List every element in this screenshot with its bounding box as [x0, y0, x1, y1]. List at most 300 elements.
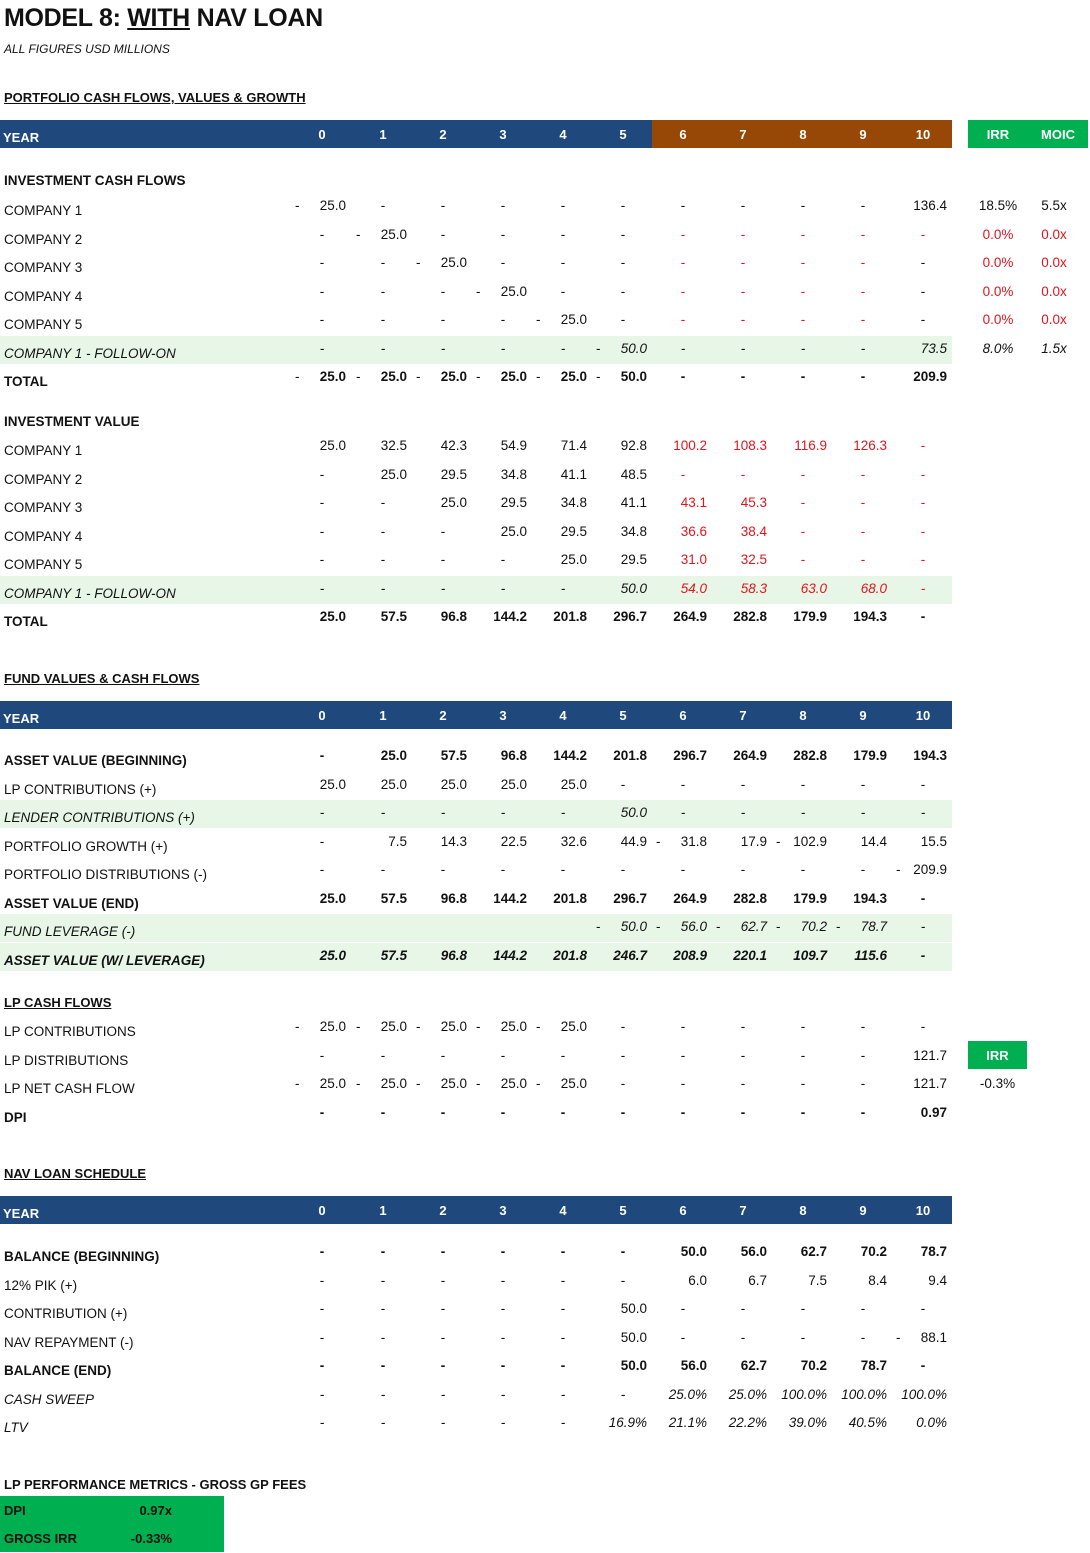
table-cell: -: [620, 1104, 626, 1120]
table-cell: 25.0: [380, 1019, 407, 1034]
table-cell: -: [319, 833, 325, 849]
table-cell: 246.7: [613, 947, 647, 963]
row-label: BALANCE (END): [4, 1363, 112, 1378]
irr-cell: 8.0%: [982, 340, 1014, 356]
table-cell: -: [740, 226, 746, 242]
negative-sign: -: [476, 1019, 481, 1034]
table-row: [0, 800, 952, 828]
table-cell: 54.0: [680, 580, 707, 596]
table-cell: 62.7: [740, 1358, 767, 1373]
row-label: DPI: [4, 1109, 27, 1125]
table-cell: -: [620, 283, 626, 299]
table-cell: -: [860, 805, 866, 820]
table-cell: 92.8: [620, 438, 647, 453]
table-cell: 29.5: [620, 552, 647, 567]
table-cell: 25.0: [560, 312, 587, 327]
table-cell: 25.0: [440, 1076, 467, 1091]
table-cell: 29.5: [560, 523, 587, 539]
table-cell: 194.3: [913, 748, 947, 763]
table-cell: -: [500, 862, 506, 877]
icf-title: INVESTMENT CASH FLOWS: [4, 173, 186, 188]
table-cell: -: [440, 523, 446, 539]
negative-sign: -: [356, 1019, 361, 1034]
table-cell: 201.8: [553, 609, 587, 624]
table-cell: -: [560, 226, 566, 242]
lp-cash-flows-title: LP CASH FLOWS: [4, 995, 112, 1010]
table-cell: -: [860, 1301, 866, 1316]
table-row: [0, 1353, 1090, 1381]
table-row: [0, 250, 1090, 278]
table-cell: -: [800, 776, 806, 792]
table-cell: 25.0: [500, 369, 527, 384]
row-label: COMPANY 1: [4, 203, 83, 218]
negative-sign: -: [896, 1329, 901, 1345]
table-cell: 43.1: [680, 495, 707, 510]
negative-sign: -: [295, 1019, 300, 1034]
nav-year-header-numbers: [0, 1196, 952, 1224]
table-cell: -: [800, 1076, 806, 1091]
table-row: [0, 914, 952, 942]
table-cell: 36.6: [680, 523, 707, 539]
table-cell: -: [380, 1329, 386, 1345]
table-cell: 25.0: [319, 609, 346, 624]
year-label: YEAR: [3, 711, 40, 726]
table-cell: 264.9: [733, 748, 767, 763]
negative-sign: -: [295, 369, 300, 384]
table-cell: -: [440, 340, 446, 356]
table-cell: -: [500, 1386, 506, 1402]
year-10-header: 10: [915, 1203, 931, 1218]
table-cell: -: [920, 890, 926, 906]
table-cell: -: [920, 919, 926, 934]
row-label: COMPANY 1: [4, 443, 83, 458]
table-cell: 8.4: [868, 1272, 887, 1288]
table-cell: 50.0: [620, 1329, 647, 1345]
table-cell: -: [800, 1104, 806, 1120]
table-cell: -: [319, 283, 325, 299]
table-cell: -: [860, 1329, 866, 1345]
table-cell: -: [380, 552, 386, 567]
table-row: [0, 943, 952, 971]
table-cell: -: [740, 776, 746, 792]
table-cell: 39.0%: [788, 1415, 827, 1430]
table-cell: 25.0: [440, 1019, 467, 1034]
table-cell: -: [680, 1076, 686, 1091]
table-cell: -: [620, 255, 626, 270]
table-cell: -: [319, 1386, 325, 1402]
table-cell: -: [440, 580, 446, 596]
section-lp-metrics-title: LP PERFORMANCE METRICS - GROSS GP FEES: [4, 1477, 307, 1492]
row-label: ASSET VALUE (END): [4, 895, 139, 911]
negative-sign: -: [836, 919, 841, 934]
table-cell: 56.0: [680, 1358, 707, 1373]
table-cell: 282.8: [733, 609, 767, 624]
row-label: COMPANY 1 - FOLLOW-ON: [4, 585, 176, 601]
negative-sign: -: [536, 369, 541, 384]
table-cell: 6.0: [688, 1272, 707, 1288]
table-cell: -: [319, 255, 325, 270]
table-cell: 70.2: [800, 1358, 827, 1373]
table-cell: 144.2: [493, 609, 527, 624]
table-cell: 29.5: [440, 466, 467, 482]
table-cell: 25.0: [440, 369, 467, 384]
table-cell: -: [620, 1076, 626, 1091]
table-cell: 144.2: [493, 947, 527, 963]
lp-irr-value: -0.3%: [979, 1076, 1016, 1091]
table-cell: 50.0: [620, 340, 647, 356]
table-cell: -: [560, 1047, 566, 1063]
table-cell: -: [500, 552, 506, 567]
table-cell: -: [380, 1104, 386, 1120]
table-cell: -: [800, 495, 806, 510]
table-cell: -: [500, 1244, 506, 1259]
negative-sign: -: [416, 255, 421, 270]
page-subtitle: ALL FIGURES USD MILLIONS: [4, 42, 170, 56]
table-cell: -: [319, 523, 325, 539]
table-cell: -: [800, 1301, 806, 1316]
table-cell: 88.1: [920, 1329, 947, 1345]
title-prefix: MODEL 8:: [4, 4, 121, 32]
table-cell: 96.8: [500, 748, 527, 763]
table-cell: -: [740, 805, 746, 820]
table-cell: -: [440, 552, 446, 567]
year-4-header: 4: [559, 708, 567, 723]
year-8-header: 8: [799, 708, 807, 723]
table-cell: -: [800, 369, 806, 384]
table-row: [0, 193, 1090, 221]
row-label: TOTAL: [4, 614, 48, 629]
table-cell: -: [680, 255, 686, 270]
year-9-header: 9: [859, 1203, 867, 1218]
table-cell: -: [560, 580, 566, 596]
table-cell: -: [560, 1358, 566, 1373]
year-8-header: 8: [799, 127, 807, 142]
table-cell: -: [620, 1386, 626, 1402]
row-label: NAV REPAYMENT (-): [4, 1334, 134, 1350]
lp-irr-badge: [968, 1041, 1027, 1069]
table-cell: -: [319, 1272, 325, 1288]
table-cell: 209.9: [913, 369, 947, 384]
table-cell: -: [800, 1019, 806, 1034]
table-cell: -: [440, 1244, 446, 1259]
table-cell: -: [560, 805, 566, 820]
metric-label: GROSS IRR: [4, 1531, 77, 1546]
table-cell: -: [440, 226, 446, 242]
table-cell: -: [380, 805, 386, 820]
table-cell: -: [560, 862, 566, 877]
table-row: [0, 307, 1090, 335]
table-cell: 100.0%: [781, 1386, 827, 1402]
table-cell: -: [380, 1047, 386, 1063]
table-cell: 50.0: [680, 1244, 707, 1259]
table-cell: 108.3: [733, 438, 767, 453]
table-cell: 201.8: [553, 890, 587, 906]
year-6-header: 6: [679, 1203, 687, 1218]
table-cell: 6.7: [748, 1272, 767, 1288]
table-cell: -: [800, 805, 806, 820]
negative-sign: -: [896, 862, 901, 877]
table-cell: -: [920, 1301, 926, 1316]
table-cell: -: [319, 1329, 325, 1345]
table-row: [0, 1071, 1090, 1099]
table-cell: 25.0: [560, 776, 587, 792]
row-label: COMPANY 3: [4, 500, 83, 515]
title-rest: NAV LOAN: [196, 4, 323, 32]
table-cell: -: [680, 1019, 686, 1034]
table-cell: -: [860, 1019, 866, 1034]
table-cell: 25.0: [380, 776, 407, 792]
row-label: COMPANY 5: [4, 557, 83, 572]
table-cell: 201.8: [613, 748, 647, 763]
table-cell: 22.5: [500, 833, 527, 849]
table-row: [0, 829, 1090, 857]
table-cell: -: [560, 1301, 566, 1316]
table-cell: 50.0: [620, 1358, 647, 1373]
table-cell: 45.3: [740, 495, 767, 510]
table-cell: -: [740, 1301, 746, 1316]
table-cell: -: [920, 580, 926, 596]
section-fund-title: FUND VALUES & CASH FLOWS: [4, 671, 200, 686]
table-cell: 62.7: [800, 1244, 827, 1259]
table-cell: -: [620, 1019, 626, 1034]
section-nav-title: NAV LOAN SCHEDULE: [4, 1166, 147, 1181]
negative-sign: -: [356, 369, 361, 384]
table-cell: -: [920, 523, 926, 539]
negative-sign: -: [656, 833, 661, 849]
table-cell: -: [740, 1076, 746, 1091]
title-with: WITH: [127, 4, 190, 32]
table-cell: -: [620, 198, 626, 213]
table-cell: -: [920, 776, 926, 792]
table-cell: -: [740, 862, 746, 877]
table-cell: 38.4: [740, 523, 767, 539]
irr-cell: 18.5%: [978, 198, 1018, 213]
table-cell: -: [500, 226, 506, 242]
table-cell: 0.0%: [916, 1415, 947, 1430]
table-cell: 25.0: [500, 1019, 527, 1034]
table-cell: -: [860, 198, 866, 213]
table-cell: -: [740, 1104, 746, 1120]
table-cell: -: [800, 466, 806, 482]
table-cell: -: [560, 1244, 566, 1259]
row-label: LP CONTRIBUTIONS: [4, 1024, 136, 1039]
table-cell: -: [500, 1272, 506, 1288]
table-cell: -: [380, 1272, 386, 1288]
table-cell: -: [920, 1358, 926, 1373]
row-label: COMPANY 1 - FOLLOW-ON: [4, 345, 176, 361]
table-cell: 115.6: [854, 947, 887, 963]
table-cell: -: [740, 283, 746, 299]
table-row: [0, 490, 1090, 518]
table-cell: -: [680, 805, 686, 820]
negative-sign: -: [295, 198, 300, 213]
row-label: COMPANY 3: [4, 260, 83, 275]
table-cell: -: [740, 466, 746, 482]
table-cell: 144.2: [493, 890, 527, 906]
table-cell: -: [319, 748, 325, 763]
table-cell: -: [319, 580, 325, 596]
table-cell: -: [380, 523, 386, 539]
table-cell: -: [860, 255, 866, 270]
negative-sign: -: [596, 369, 601, 384]
table-cell: 32.6: [560, 833, 587, 849]
negative-sign: -: [656, 919, 661, 934]
table-cell: -: [380, 1358, 386, 1373]
year-5-header: 5: [619, 1203, 627, 1218]
table-cell: 179.9: [793, 609, 827, 624]
table-row: [0, 279, 1090, 307]
table-cell: -: [500, 1047, 506, 1063]
table-cell: 25.0: [380, 226, 407, 242]
table-cell: -: [800, 283, 806, 299]
table-cell: 25.0: [319, 890, 346, 906]
table-cell: -: [380, 283, 386, 299]
table-cell: -: [319, 466, 325, 482]
year-4-header: 4: [559, 127, 567, 142]
table-cell: 25.0: [380, 369, 407, 384]
table-cell: -: [560, 255, 566, 270]
row-label: COMPANY 4: [4, 528, 83, 544]
table-cell: 44.9: [620, 833, 647, 849]
table-cell: -: [500, 1358, 506, 1373]
table-cell: -: [560, 1272, 566, 1288]
table-cell: -: [319, 1047, 325, 1063]
table-row: [0, 576, 952, 604]
table-cell: -: [440, 1272, 446, 1288]
year-10-header: 10: [915, 127, 931, 142]
table-cell: -: [860, 862, 866, 877]
table-cell: 102.9: [793, 833, 827, 849]
table-cell: 78.7: [860, 919, 887, 934]
metric-value: 0.97x: [139, 1503, 172, 1518]
negative-sign: -: [776, 833, 781, 849]
year-2-header: 2: [439, 1203, 447, 1218]
table-cell: 78.7: [860, 1358, 887, 1373]
table-cell: -: [800, 226, 806, 242]
table-cell: 282.8: [733, 890, 767, 906]
table-cell: -: [319, 862, 325, 877]
table-cell: -: [380, 1386, 386, 1402]
metric-label: DPI: [4, 1503, 26, 1518]
table-cell: 34.8: [500, 466, 527, 482]
table-cell: 16.9%: [608, 1415, 647, 1430]
table-cell: -: [380, 340, 386, 356]
table-cell: -: [380, 580, 386, 596]
table-row: [0, 1325, 1090, 1353]
year-9-header: 9: [859, 127, 867, 142]
table-cell: 17.9: [740, 833, 767, 849]
table-cell: 179.9: [793, 890, 827, 906]
table-row: [0, 1382, 1090, 1410]
year-7-header: 7: [739, 1203, 747, 1218]
year-4-header: 4: [559, 1203, 567, 1218]
moic-cell: 0.0x: [1041, 255, 1067, 270]
year-8-header: 8: [799, 1203, 807, 1218]
table-cell: 25.0: [440, 255, 467, 270]
table-cell: -: [800, 552, 806, 567]
table-cell: -: [740, 198, 746, 213]
table-cell: -: [680, 312, 686, 327]
irr-cell: 0.0%: [982, 226, 1014, 242]
table-cell: -: [380, 495, 386, 510]
table-cell: -: [860, 495, 866, 510]
moic-cell: 0.0x: [1041, 283, 1067, 299]
table-cell: -: [500, 1104, 506, 1120]
table-cell: -: [319, 1244, 325, 1259]
row-label: COMPANY 2: [4, 231, 83, 247]
table-cell: 25.0: [500, 283, 527, 299]
table-cell: 0.97: [920, 1104, 947, 1120]
table-cell: 29.5: [500, 495, 527, 510]
table-cell: -: [380, 1301, 386, 1316]
table-cell: -: [800, 523, 806, 539]
table-cell: 14.4: [860, 833, 887, 849]
table-cell: 25.0: [500, 523, 527, 539]
table-cell: -: [680, 862, 686, 877]
table-cell: 68.0: [860, 580, 887, 596]
table-cell: 25.0: [319, 947, 346, 963]
table-cell: 15.5: [920, 833, 947, 849]
table-cell: 194.3: [853, 609, 887, 624]
table-cell: -: [800, 862, 806, 877]
negative-sign: -: [416, 1076, 421, 1091]
table-row: [0, 1296, 1090, 1324]
table-cell: -: [680, 1301, 686, 1316]
table-cell: -: [920, 438, 926, 453]
table-cell: 25.0: [560, 552, 587, 567]
row-label: PORTFOLIO DISTRIBUTIONS (-): [4, 867, 208, 882]
moic-cell: 5.5x: [1041, 198, 1067, 213]
table-cell: 179.9: [853, 748, 887, 763]
table-cell: -: [680, 1047, 686, 1063]
table-cell: -: [800, 1329, 806, 1345]
table-cell: -: [680, 466, 686, 482]
iv-title: INVESTMENT VALUE: [4, 414, 140, 429]
negative-sign: -: [776, 919, 781, 934]
table-cell: -: [740, 1019, 746, 1034]
table-cell: -: [920, 947, 926, 963]
table-cell: 282.8: [793, 748, 827, 763]
table-cell: -: [500, 1329, 506, 1345]
table-cell: 78.7: [920, 1244, 947, 1259]
table-cell: 121.7: [913, 1076, 947, 1091]
table-cell: 264.9: [673, 890, 707, 906]
table-cell: -: [860, 552, 866, 567]
row-label: COMPANY 4: [4, 288, 83, 304]
table-cell: -: [800, 255, 806, 270]
table-cell: -: [800, 198, 806, 213]
irr-cell: 0.0%: [982, 312, 1014, 327]
table-cell: 208.9: [673, 947, 707, 963]
moic-header: MOIC: [1041, 127, 1075, 142]
table-cell: -: [500, 1301, 506, 1316]
moic-cell: 1.5x: [1041, 340, 1067, 356]
table-cell: -: [740, 255, 746, 270]
negative-sign: -: [356, 226, 361, 242]
table-cell: 73.5: [920, 340, 947, 356]
table-cell: 220.1: [733, 947, 767, 963]
table-cell: -: [860, 1047, 866, 1063]
table-cell: 296.7: [613, 609, 647, 624]
negative-sign: -: [356, 1076, 361, 1091]
table-cell: 34.8: [620, 523, 647, 539]
table-cell: -: [440, 805, 446, 820]
section-portfolio-title: PORTFOLIO CASH FLOWS, VALUES & GROWTH: [4, 90, 306, 105]
table-cell: 50.0: [620, 1301, 647, 1316]
table-cell: 136.4: [913, 198, 947, 213]
table-cell: 100.0%: [841, 1386, 887, 1402]
table-cell: -: [740, 369, 746, 384]
